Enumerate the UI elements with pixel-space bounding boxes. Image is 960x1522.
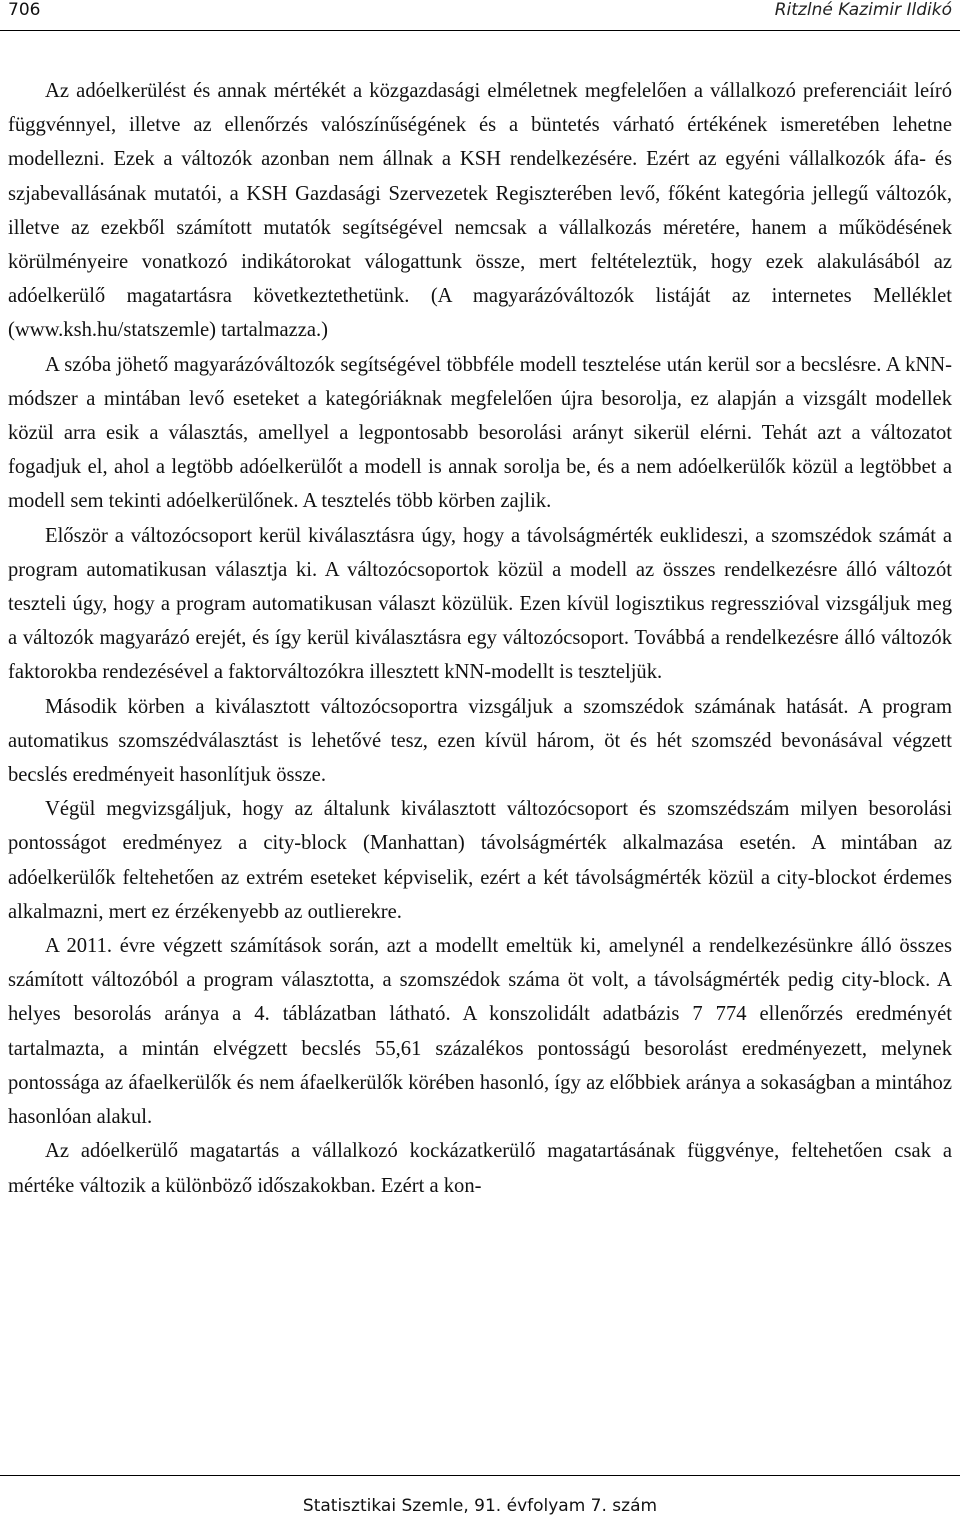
paragraph: Az adóelkerülést és annak mértékét a közgazdasági elméletnek megfelelően a vállalkozó preferenciáit leíró függvénnyel, illetve az ellenőrzés valószínűségének és a büntetés várható értékének ismeretében lehetne modellezni. Ezek a változók azonban nem állnak a KSH rendelkezésére. Ezért az egyéni vállalkozók áfa- és szjabevallásának mutatói, a KSH Gazdasági Szervezetek Regiszterében levő, főként kategória jellegű változók, illetve az ezekből számított mutatók segítségével nemcsak a vállalkozás méretére, hanem a működésének körülményeire vonatkozó indikátorokat válogattunk össze, mert feltételeztük, hogy ezek alakulásából az adóelkerülő magatartásra következtethetünk. (A magyarázóváltozók listáját az internetes Melléklet (www.ksh.hu/statszemle) tartalmazza.): [8, 80, 952, 342]
page-header: [0, 0, 960, 31]
page-footer: [0, 1475, 960, 1522]
paragraph: A szóba jöhető magyarázóváltozók segítségével többféle modell tesztelése után kerül sor a becslésre. A kNN-módszer a mintában levő eseteket a kategóriáknak megfelelően újra besorolja, ez alapján a vizsgált modellek közül arra esik a választás, amellyel a legpontosabb besorolási arányt sikerül elérni. Tehát azt a változatot fogadjuk el, ahol a legtöbb adóelkerülőt a modell is annak sorolja be, és a nem adóelkerülők közül a legtöbbet a modell sem tekinti adóelkerülőnek. A tesztelés több körben zajlik.: [8, 353, 952, 513]
paragraph: Először a változócsoport kerül kiválasztásra úgy, hogy a távolságmérték euklideszi, a szomszédok számát a program automatikusan választja ki. A változócsoportok közül a modell az összes rendelkezésre álló változót teszteli úgy, hogy a program automatikusan választ közülük. Ezen kívül logisztikus regresszióval vizsgáljuk meg a változók magyarázó erejét, és így kerül kiválasztásra egy változócsoport. Továbbá a rendelkezésre álló változók faktorokba rendezésével a faktorváltozókra illesztett kNN-modellt is teszteljük.: [8, 524, 952, 684]
paragraph: A 2011. évre végzett számítások során, azt a modellt emeltük ki, amelynél a rendelkezésünkre álló összes számított változóból a program választotta, a szomszédok száma öt volt, a távolságmérték pedig city-block. A helyes besorolás aránya a 4. táblázatban látható. A konszolidált adatbázis 7 774 ellenőrzés eredményét tartalmazta, a mintán elvégzett becslés 55,61 százalékos pontosságú besorolást eredményezett, melynek pontossága az áfaelkerülők és nem áfaelkerülők körében hasonló, így az előbbiek aránya a sokaságban a mintához hasonlóan alakul.: [8, 935, 952, 1129]
article-body: [8, 74, 952, 1203]
page-number: 706: [8, 0, 41, 20]
paragraph: Második körben a kiválasztott változócsoportra vizsgáljuk a szomszédok számának hatását. A program automatikus szomszédválasztást is lehetővé tesz, ezen kívül három, öt és hét szomszéd bevonásával végzett becslés eredményeit hasonlítjuk össze.: [8, 695, 952, 787]
journal-citation: Statisztikai Szemle, 91. évfolyam 7. szám: [302, 1496, 658, 1516]
paragraph: Végül megvizsgáljuk, hogy az általunk kiválasztott változócsoport és szomszédszám milyen besorolási pontosságot eredményez a city-block (Manhattan) távolságmérték alkalmazása esetén. A mintában az adóelkerülők feltehetően az extrém eseteket képviselik, ezért a két távolságmérték közül a city-blockot érdemes alkalmazni, mert ez érzékenyebb az outlierekre.: [8, 798, 952, 923]
paragraph: Az adóelkerülő magatartás a vállalkozó kockázatkerülő magatartásának függvénye, feltehetően csak a mértéke változik a különböző időszakokban. Ezért a kon-: [8, 1140, 952, 1197]
running-head-author: Ritzlné Kazimir Ildikó: [774, 0, 952, 20]
